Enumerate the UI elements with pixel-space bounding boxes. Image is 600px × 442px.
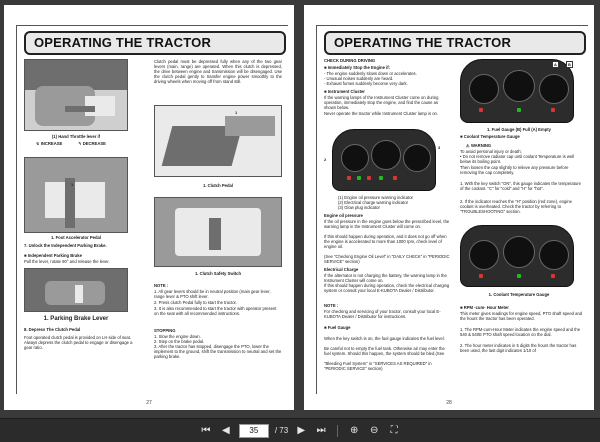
immediate-item-1: - The engine suddenly slows down or accelerates. bbox=[324, 71, 417, 76]
zoom-out-icon[interactable]: ⊖ bbox=[369, 424, 379, 436]
charge-text-2: If this should happen during operation, check the electrical charging system or consult your local E-KUBOTA Dealer / Distributor. bbox=[324, 283, 450, 293]
cluster-legend-3: (3) Glow plug indicator bbox=[338, 205, 380, 210]
cluster-text-2: Never operate the tractor while Instrument Cluster lamp is on. bbox=[324, 111, 439, 116]
fullscreen-icon[interactable]: ⛶ bbox=[390, 424, 398, 436]
fuel-text: When the key switch is on, the fuel gauge indicates the fuel level. bbox=[324, 336, 445, 341]
next-page-icon[interactable]: ▶ bbox=[297, 424, 306, 436]
oil-text: If the oil pressure in the engine goes below the prescribed level, the warning lamp in the Instrument Cluster will come on. bbox=[324, 219, 450, 229]
oil-text-2: If this should happen during operation, and it does not go off when the engine is accelerated to more than 1000 rpm, check level of engine oil. bbox=[324, 234, 447, 249]
fuel-gauge-caption: 1. Fuel Gauge (B) Full (A) Empty bbox=[487, 127, 551, 132]
fuel-text-3: "Bleeding Fuel System" in "SERVICES AS REQUIRED" in "PERIODIC SERVICE" section) bbox=[324, 361, 432, 371]
previous-page-icon[interactable]: ◀ bbox=[221, 424, 230, 436]
check-title: CHECK DURING DRIVING bbox=[324, 58, 376, 63]
unlock-step: 7. Unlock the Independent Parking Brake. bbox=[24, 243, 107, 248]
foot-accelerator-caption: 1. Foot Accelerator Pedal bbox=[50, 235, 102, 240]
rpm-text: This meter gives readings for engine speed, PTO shaft speed and the hours the tractor has been operated. bbox=[460, 311, 583, 321]
rpm-step-1: 1. The RPM-cum-Hour Meter indicates the engine speed and the 540 & 540E PTO shaft speed location on the dial. bbox=[460, 327, 581, 337]
fuel-text-2: Be careful not to empty the fuel tank. Otherwise air may enter the fuel system. Should this happen, the system should be bled.(See bbox=[324, 346, 445, 356]
coolant-step-2: 2. If the indicator reaches the "H" position (red zone), engine coolant is overheated. Check the tractor by referring to "TROUBLESHOOTING" section. bbox=[460, 199, 572, 214]
step8-title: 8. Depress The Clutch Pedal bbox=[24, 327, 81, 332]
clutch-pedal-caption: 1. Clutch Pedal bbox=[202, 183, 234, 188]
decrease-label: ↰ DECREASE bbox=[78, 141, 106, 146]
warning-title: ⚠ WARNING bbox=[466, 143, 492, 148]
instrument-cluster-figure bbox=[332, 129, 436, 191]
immediate-title: ■ Immediately Stop the Engine if: bbox=[324, 65, 391, 70]
stopping-3: 3. After the tractor has stopped, disengage the PTO, lower the implement to the ground, shift the transmission to neutral and set the parking brake. bbox=[154, 344, 282, 359]
callout-b: B bbox=[568, 62, 571, 67]
charge-text: If the alternator is not charging the battery, the warning lamp in the Instrument Cluster will come on. bbox=[324, 273, 447, 283]
stopping-2: 2. Step on the brake pedal. bbox=[154, 339, 205, 344]
page-number: 28 bbox=[446, 400, 452, 406]
clutch-pedal-figure: 1 bbox=[154, 105, 282, 177]
oil-title: Engine oil pressure bbox=[324, 213, 363, 218]
ipb-title: ■ Independent Parking Brake bbox=[24, 253, 82, 258]
note-text: For checking and servicing of your tractor, consult your local E-KUBOTA Dealer / Distributor for instructions. bbox=[324, 309, 441, 319]
last-page-icon[interactable]: ⏭ bbox=[316, 424, 326, 436]
stopping-title: STOPPING bbox=[154, 328, 176, 333]
cluster-legend-2: (2) Electrical charge warning indicator bbox=[338, 200, 409, 205]
callout-1: 1 bbox=[424, 181, 427, 186]
cluster-legend-1: (1) Engine oil pressure warning indicator bbox=[338, 195, 413, 200]
cluster-text: If the warning lamps of the Instrument Cluster come on during operation, immediately stop the engine, and find the cause as shown below. bbox=[324, 95, 439, 110]
callout-3: 3 bbox=[438, 145, 441, 150]
note-title: NOTE : bbox=[324, 303, 339, 308]
hand-throttle-caption: (1) Hand Throttle lever if bbox=[51, 134, 101, 139]
note-3: 3. It is also recommended to start the tractor with operator present on the seat with all recommended instructions. bbox=[154, 306, 277, 316]
fuel-title: ■ Fuel Gauge bbox=[324, 325, 351, 330]
hand-throttle-figure bbox=[24, 59, 128, 131]
page-number: 27 bbox=[146, 400, 152, 406]
coolant-gauge-figure bbox=[460, 225, 574, 287]
total-pages: / 73 bbox=[274, 426, 289, 435]
callout-2: 2 bbox=[324, 157, 327, 162]
clutch-safety-switch-figure bbox=[154, 197, 282, 267]
oil-see: (See "Checking Engine Oil Level" in "DAILY CHECK" in "PERIODIC SERVICE" section) bbox=[324, 254, 450, 264]
clutch-safety-caption: 1. Clutch Safety Switch bbox=[194, 271, 242, 276]
callout-a: A bbox=[554, 62, 557, 67]
warning-item-1: • Do not remove radiator cap until coolant Temperature is well below its boiling point. bbox=[460, 154, 575, 164]
warning-icon: ⚠ bbox=[466, 143, 470, 148]
note-2: 2. Press clutch Pedal fully to start the tractor. bbox=[154, 300, 237, 305]
toolbar-divider bbox=[337, 425, 338, 437]
warning-intro: To avoid personal injury or death: bbox=[460, 149, 522, 154]
right-document-page bbox=[304, 5, 594, 410]
parking-brake-figure bbox=[24, 268, 128, 312]
viewer-toolbar bbox=[0, 418, 600, 442]
foot-accelerator-figure: 1 bbox=[24, 157, 128, 233]
immediate-item-3: - Exhaust fumes suddenly become very dark. bbox=[324, 81, 408, 86]
increase-arrow-icon: ↯ bbox=[36, 141, 40, 146]
rpm-title: ■ RPM -cum- Hour Meter bbox=[460, 305, 509, 310]
zoom-in-icon[interactable]: ⊕ bbox=[349, 424, 359, 436]
page-number-input[interactable]: 35 bbox=[239, 424, 269, 438]
stopping-1: 1. Slow the engine down. bbox=[154, 334, 201, 339]
page-header: OPERATING THE TRACTOR bbox=[324, 31, 586, 55]
coolant-step-1: 1. With the key switch "ON", this gauge indicates the temperature of the coolant. "C" for "cold" and "H" for "hot". bbox=[460, 181, 581, 191]
left-document-page bbox=[4, 5, 294, 410]
immediate-item-2: - Unusual noises suddenly are heard. bbox=[324, 76, 394, 81]
first-page-icon[interactable]: ⏮ bbox=[201, 424, 211, 436]
decrease-arrow-icon: ↰ bbox=[78, 141, 82, 146]
parking-brake-caption: 1. Parking Brake Lever bbox=[43, 316, 109, 322]
cluster-title: ■ Instrument Cluster bbox=[324, 89, 365, 94]
note-1: 1. All gear levers should be in neutral position (main gear lever, range lever & PTO shift lever. bbox=[154, 289, 271, 299]
rpm-step-2: 2. The hour meter indicates in 5 digits the hours the tractor has been used, the last digit indicates 1/10 of bbox=[460, 343, 577, 353]
coolant-gauge-caption: 1. Coolant Temperature Gauge bbox=[488, 292, 550, 297]
fuel-gauge-figure bbox=[460, 59, 574, 123]
ipb-text: Pull the lever, rotate 90° and release the lever. bbox=[24, 259, 110, 264]
coolant-title: ■ Coolant Temperature Gauge bbox=[460, 134, 520, 139]
charge-title: Electrical Charge bbox=[324, 267, 359, 272]
step8-text: Foot operated clutch pedal is provided on LH side of seat. Always depress the clutch pedal to engage or disengage a gear ratio. bbox=[24, 335, 133, 350]
page-header: OPERATING THE TRACTOR bbox=[24, 31, 286, 55]
increase-label: ↯ INCREASE bbox=[36, 141, 63, 146]
note-title: NOTE : bbox=[154, 283, 169, 288]
intro-paragraph: Clutch pedal must be depressed fully when any of the two gear levers (main, range) are operated. When this clutch is depressed, the drive between engine and transmission will be disengaged. Use the clutch pedal gently to transfer engine power smoothly to the driving wheels when moving off from stand still. bbox=[154, 59, 282, 84]
warning-item-2: Then loosen the cap slightly to relieve any pressure before removing the cap completely. bbox=[460, 165, 569, 175]
